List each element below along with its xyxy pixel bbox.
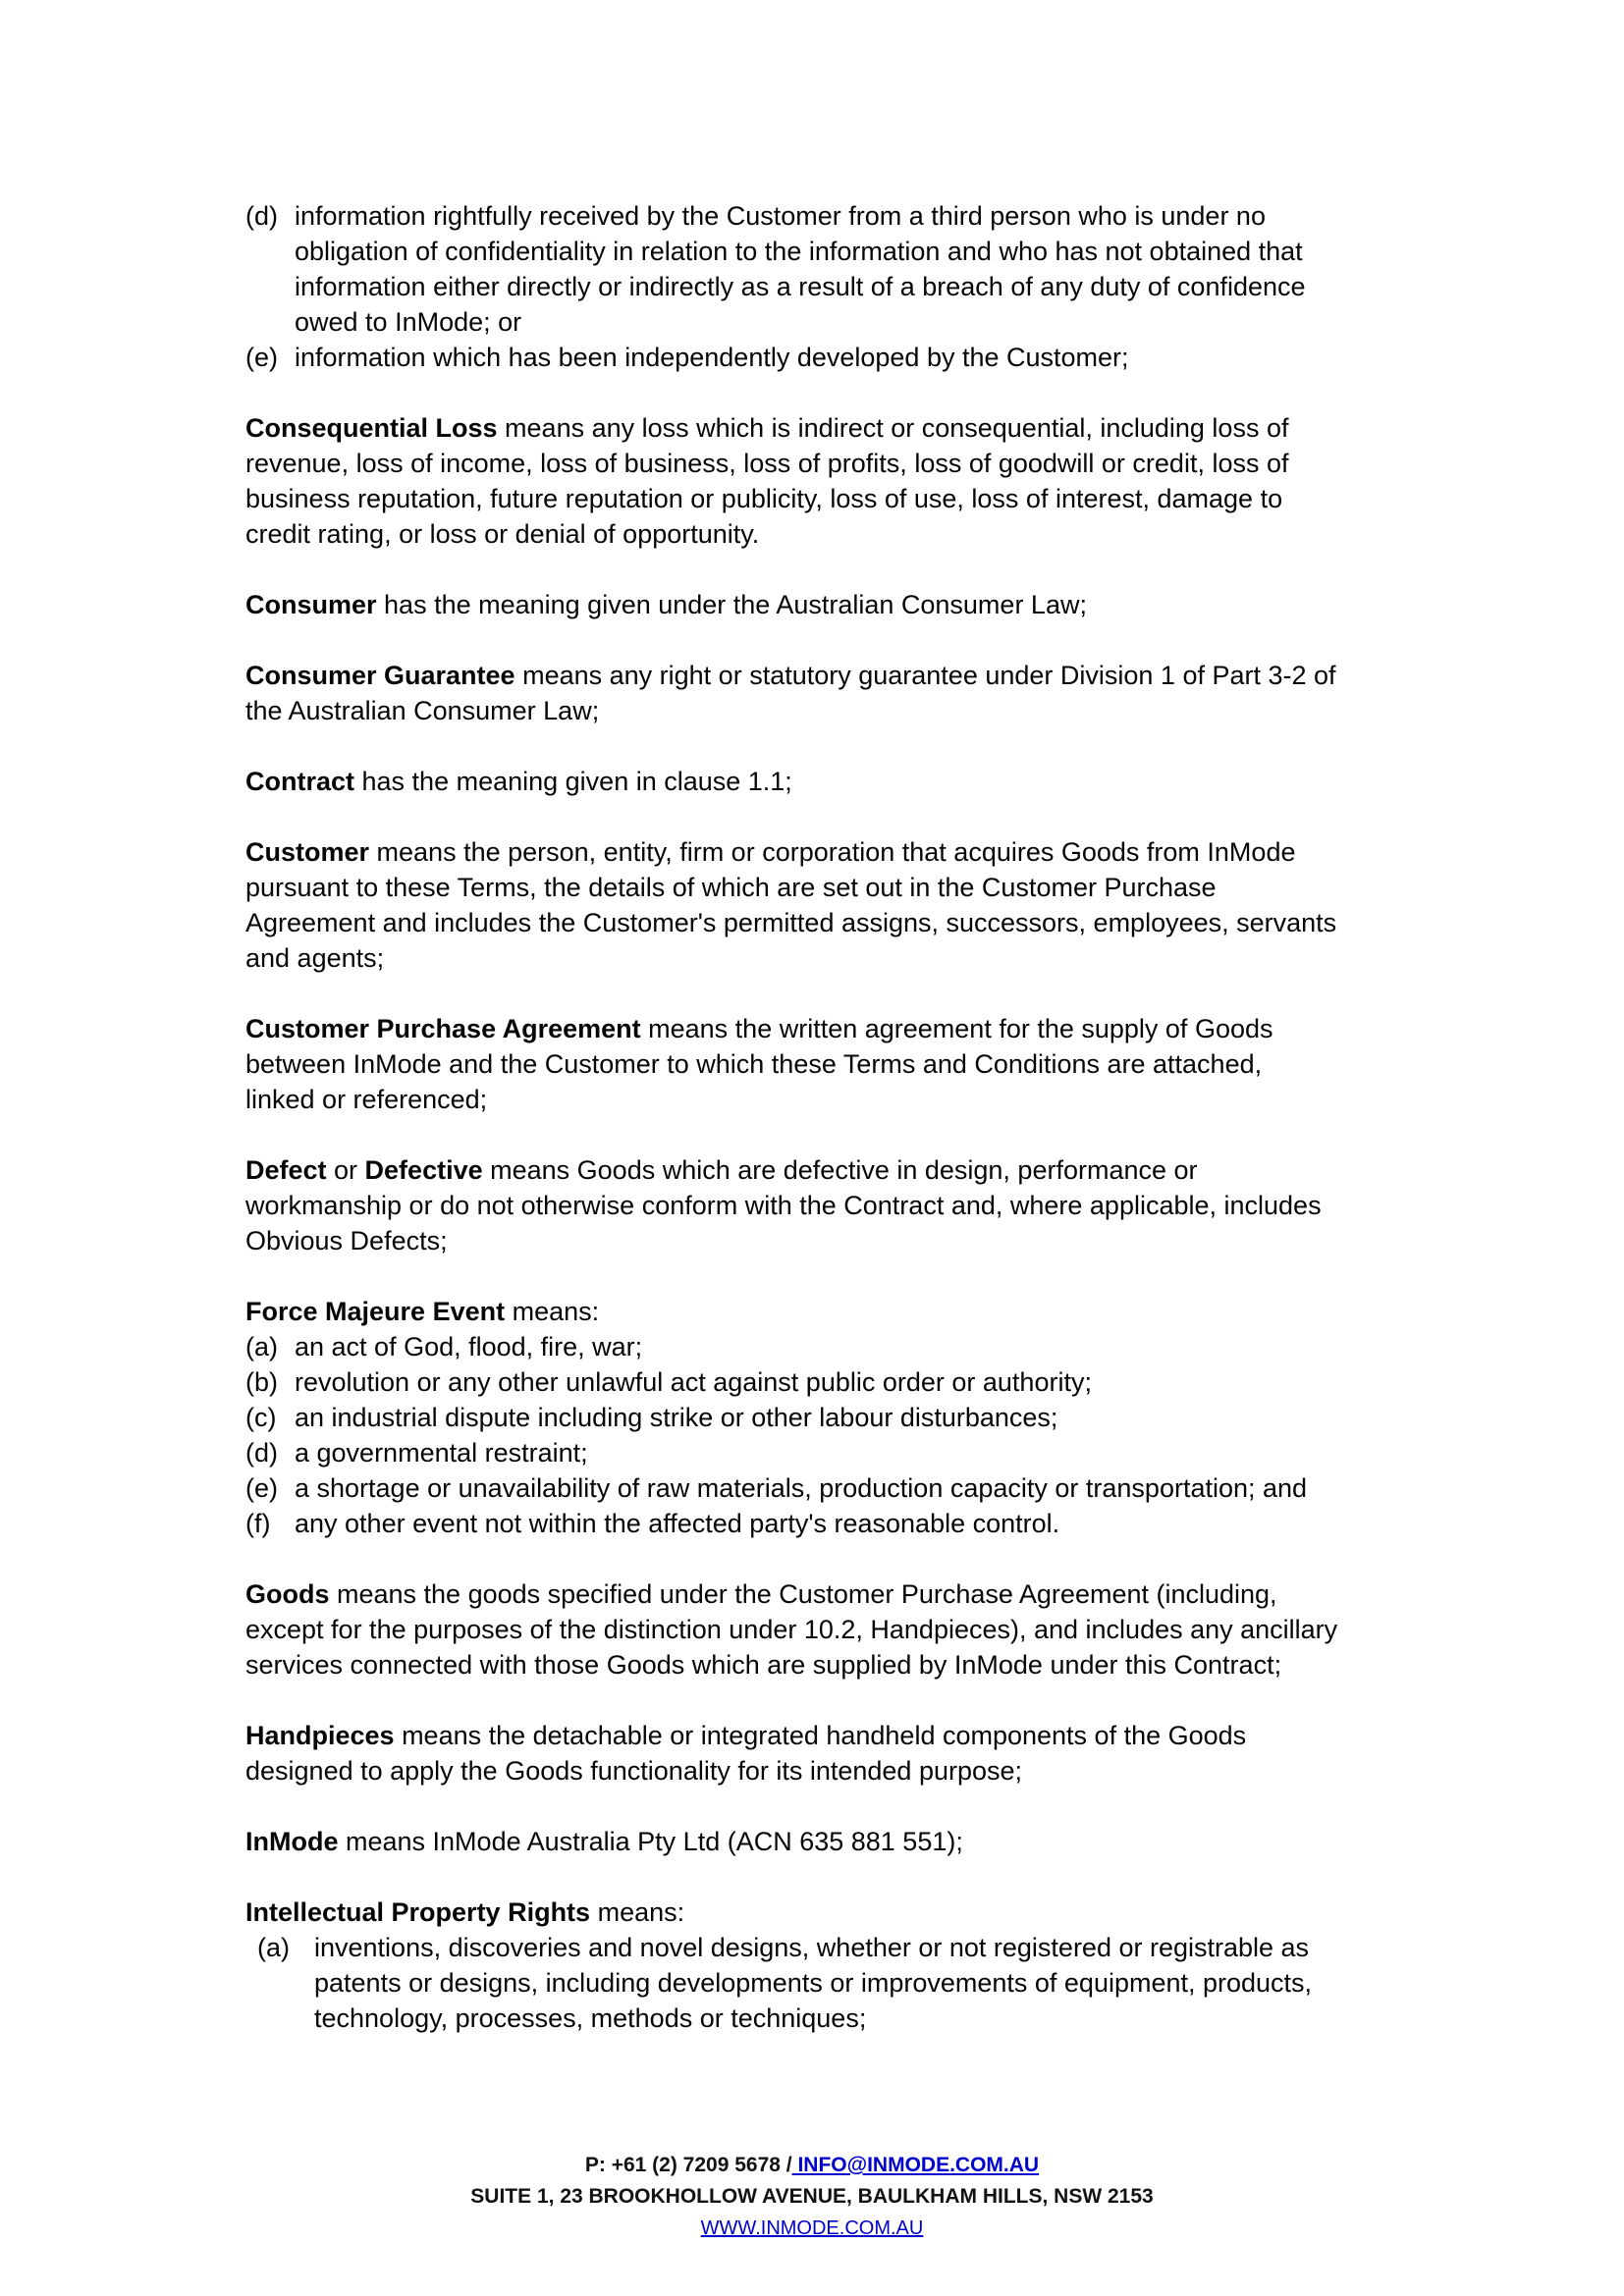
text-line [245, 481, 1435, 516]
text-segment: except for the purposes of the distinction under 10.2, Handpieces), and includes any ancillary [245, 1615, 1338, 1644]
text-line [245, 1046, 1435, 1082]
defined-term: Consumer Guarantee [245, 661, 515, 690]
list-item-text [295, 1506, 1059, 1541]
list-item [245, 1506, 1435, 1541]
text-line: any other event not within the affected party's reasonable control. [295, 1509, 1060, 1538]
list-marker: (f) [245, 1509, 271, 1538]
consumer-definition [245, 587, 1435, 622]
text-line [245, 446, 1435, 481]
page-footer [0, 2150, 1624, 2244]
text-segment: and agents; [245, 943, 385, 973]
text-line: information which has been independently developed by the Customer; [295, 343, 1129, 372]
list-item-text [295, 198, 1306, 340]
handpieces-definition [245, 1718, 1435, 1789]
text-segment: linked or referenced; [245, 1085, 488, 1114]
list-marker: (e) [245, 1473, 278, 1503]
text-line: information either directly or indirectly as a result of a breach of any duty of confidence [295, 272, 1306, 301]
list-marker: (d) [245, 201, 278, 231]
text-line: an industrial dispute including strike or other labour disturbances; [295, 1403, 1058, 1432]
text-line [245, 905, 1435, 940]
text-line [245, 1294, 1435, 1329]
list-item [245, 1364, 1435, 1400]
text-line: patents or designs, including developments or improvements of equipment, products, [314, 1968, 1313, 1998]
list-item-text [295, 1329, 642, 1364]
text-line [245, 1895, 1435, 1930]
intellectual-property-rights-list [257, 1930, 1435, 2036]
text-segment: means the written agreement for the supply of Goods [640, 1014, 1273, 1043]
footer-website-line [0, 2213, 1624, 2244]
text-line [245, 1576, 1435, 1612]
defined-term: Force Majeure Event [245, 1297, 506, 1326]
defined-term: Defect [245, 1155, 327, 1185]
list-item [245, 340, 1435, 375]
text-line [245, 1152, 1435, 1188]
list-item-text [295, 1435, 588, 1470]
consumer-guarantee-definition [245, 658, 1435, 728]
defined-term: Consequential Loss [245, 413, 498, 443]
text-line [245, 1824, 1435, 1859]
text-segment: means any loss which is indirect or consequential, including loss of [497, 413, 1289, 443]
list-item [245, 1400, 1435, 1435]
consequential-loss-definition [245, 410, 1435, 552]
text-segment: means any right or statutory guarantee under Division 1 of Part 3-2 of [514, 661, 1336, 690]
list-marker: (e) [245, 343, 278, 372]
text-segment: has the meaning given under the Australian Consumer Law; [376, 590, 1087, 619]
text-line [245, 1718, 1435, 1753]
text-line: owed to InMode; or [295, 307, 522, 337]
defined-term: Handpieces [245, 1721, 395, 1750]
text-segment: designed to apply the Goods functionality for its intended purpose; [245, 1756, 1023, 1786]
footer-contact-line [0, 2150, 1624, 2181]
text-segment: between InMode and the Customer to which these Terms and Conditions are attached, [245, 1049, 1263, 1079]
text-segment: business reputation, future reputation or publicity, loss of use, loss of interest, damage to [245, 484, 1283, 513]
text-segment: Obvious Defects; [245, 1226, 448, 1255]
text-line: technology, processes, methods or techniques; [314, 2003, 867, 2033]
list-item [245, 198, 1435, 340]
text-line [245, 410, 1435, 446]
list-item [245, 1470, 1435, 1506]
list-marker: (d) [245, 1438, 278, 1468]
text-line: inventions, discoveries and novel designs, whether or not registered or registrable as [314, 1933, 1310, 1962]
text-line [245, 764, 1435, 799]
customer-purchase-agreement-definition [245, 1011, 1435, 1117]
text-segment: pursuant to these Terms, the details of which are set out in the Customer Purchase [245, 873, 1217, 902]
defined-term: Defective [364, 1155, 483, 1185]
text-line [245, 834, 1435, 870]
goods-definition [245, 1576, 1435, 1682]
list-item-text [295, 1364, 1092, 1400]
defined-term: Customer [245, 837, 370, 867]
text-line [245, 1011, 1435, 1046]
defined-term: Consumer [245, 590, 377, 619]
text-line [245, 1188, 1435, 1223]
defined-term: Customer Purchase Agreement [245, 1014, 641, 1043]
text-line [245, 1223, 1435, 1258]
list-item [257, 1930, 1435, 2036]
defined-term: Intellectual Property Rights [245, 1897, 591, 1927]
list-item-text [295, 1400, 1057, 1435]
text-segment: has the meaning given in clause 1.1; [354, 767, 792, 796]
text-segment: the Australian Consumer Law; [245, 696, 600, 725]
text-segment: means the detachable or integrated handheld components of the Goods [394, 1721, 1247, 1750]
footer-address: SUITE 1, 23 BROOKHOLLOW AVENUE, BAULKHAM HILLS, NSW 2153 [470, 2185, 1154, 2208]
defined-term: Goods [245, 1579, 330, 1609]
text-segment: means: [590, 1897, 685, 1927]
defect-definition [245, 1152, 1435, 1258]
confidential-information-exclusions-list [245, 198, 1435, 375]
text-line: a shortage or unavailability of raw materials, production capacity or transportation; and [295, 1473, 1308, 1503]
text-segment: credit rating, or loss or denial of opportunity. [245, 519, 760, 549]
contract-definition [245, 764, 1435, 799]
list-marker: (a) [245, 1332, 278, 1362]
list-item-text [295, 340, 1129, 375]
list-item-text [295, 1470, 1307, 1506]
text-segment: means the goods specified under the Customer Purchase Agreement (including, [329, 1579, 1277, 1609]
text-segment: Agreement and includes the Customer's permitted assigns, successors, employees, servants [245, 908, 1337, 937]
force-majeure-event-list [245, 1329, 1435, 1541]
list-item-text [314, 1930, 1312, 2036]
text-line: an act of God, flood, fire, war; [295, 1332, 643, 1362]
text-line [245, 1647, 1435, 1682]
text-line [245, 693, 1435, 728]
text-line: revolution or any other unlawful act against public order or authority; [295, 1367, 1092, 1397]
text-segment: services connected with those Goods which are supplied by InMode under this Contract; [245, 1650, 1282, 1680]
text-line [245, 587, 1435, 622]
text-segment: means Goods which are defective in design, performance or [482, 1155, 1198, 1185]
text-segment: or [326, 1155, 365, 1185]
text-line [245, 1082, 1435, 1117]
text-line [245, 1753, 1435, 1789]
list-item [245, 1329, 1435, 1364]
intellectual-property-rights-heading [245, 1895, 1435, 1930]
text-segment: means the person, entity, firm or corporation that acquires Goods from InMode [369, 837, 1296, 867]
list-marker: (c) [245, 1403, 277, 1432]
document-body [245, 198, 1435, 2036]
text-line [245, 516, 1435, 552]
text-line [245, 1612, 1435, 1647]
force-majeure-event-heading [245, 1294, 1435, 1329]
customer-definition [245, 834, 1435, 976]
footer-website-link[interactable]: WWW.INMODE.COM.AU [700, 2217, 924, 2239]
text-segment: means: [505, 1297, 600, 1326]
inmode-definition [245, 1824, 1435, 1859]
text-segment: workmanship or do not otherwise conform with the Contract and, where applicable, includes [245, 1191, 1322, 1220]
text-segment: means InMode Australia Pty Ltd (ACN 635 881 551); [338, 1827, 963, 1856]
list-marker: (b) [245, 1367, 278, 1397]
footer-phone: P: +61 (2) 7209 5678 / [584, 2154, 792, 2176]
text-line [245, 940, 1435, 976]
text-line [245, 870, 1435, 905]
list-item [245, 1435, 1435, 1470]
text-line: obligation of confidentiality in relation to the information and who has not obtained that [295, 237, 1303, 266]
defined-term: Contract [245, 767, 355, 796]
text-segment: revenue, loss of income, loss of business, loss of profits, loss of goodwill or credit, loss of [245, 449, 1289, 478]
text-line [245, 658, 1435, 693]
text-line: information rightfully received by the Customer from a third person who is under no [295, 201, 1266, 231]
list-marker: (a) [257, 1933, 290, 1962]
defined-term: InMode [245, 1827, 339, 1856]
footer-email-link[interactable]: INFO@INMODE.COM.AU [791, 2154, 1040, 2176]
text-line: a governmental restraint; [295, 1438, 588, 1468]
